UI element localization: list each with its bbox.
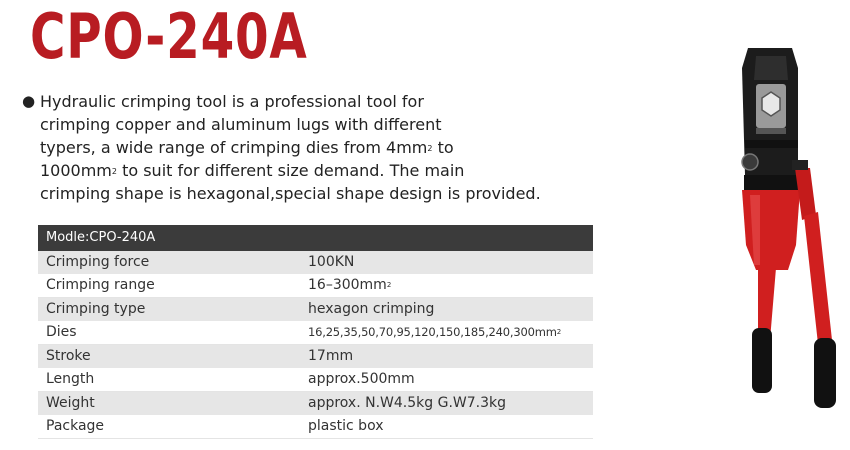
product-description <box>22 90 622 205</box>
row-label: Crimping range <box>46 277 155 293</box>
description-line: Hydraulic crimping tool is a professional tool for <box>40 92 424 111</box>
row-label: Crimping force <box>46 254 150 270</box>
description-line: crimping copper and aluminum lugs with different <box>40 115 442 134</box>
hydraulic-crimping-tool-icon <box>700 40 850 420</box>
row-value: 100KN <box>308 254 355 270</box>
row-value: $16-300mm^2$ <box>308 277 392 293</box>
bullet-icon: ● <box>22 92 36 110</box>
row-label: Stroke <box>46 348 91 364</box>
table-row <box>38 345 593 368</box>
table-row <box>38 368 593 392</box>
description-line: $1000mm^2$ to suit for different size demand. The main <box>40 161 465 180</box>
row-value: 17mm <box>308 348 354 364</box>
table-row <box>38 392 593 415</box>
spec-table-header: Modle:CPO-240A <box>38 225 593 251</box>
row-value: plastic box <box>308 418 384 434</box>
row-value: approx.500mm <box>308 371 415 387</box>
table-row <box>38 251 593 274</box>
table-row <box>38 274 593 298</box>
table-row <box>38 415 593 439</box>
product-title: CPO-240A <box>30 0 308 73</box>
row-label: Package <box>46 418 105 434</box>
table-row <box>38 321 593 345</box>
description-line: typers, a wide range of crimping dies from $4mm^2$ to <box>40 138 454 157</box>
row-label: Weight <box>46 395 95 411</box>
row-label: Dies <box>46 324 77 340</box>
description-line: crimping shape is hexagonal,special shape design is provided. <box>40 184 541 203</box>
row-label: Crimping type <box>46 301 146 317</box>
row-value: hexagon crimping <box>308 301 435 317</box>
row-label: Length <box>46 371 95 387</box>
row-value: $16,25,35,50,70,95,120,150,185,240,300mm^2$ <box>308 325 561 339</box>
spec-table <box>38 225 593 439</box>
table-row <box>38 298 593 321</box>
row-value: approx. N.W4.5kg G.W7.3kg <box>308 395 506 411</box>
